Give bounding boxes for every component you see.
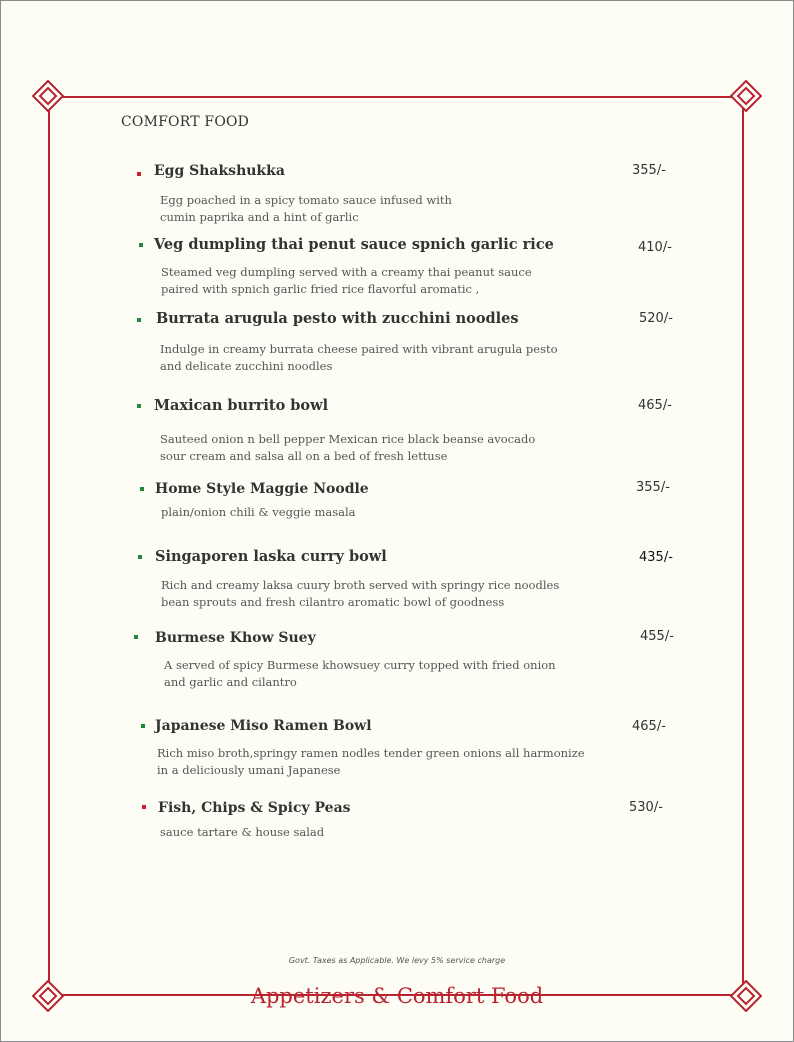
item-description: sauce tartare & house salad: [160, 825, 325, 839]
item-description: plain/onion chili & veggie masala: [161, 505, 356, 519]
item-name: Home Style Maggie Noodle: [155, 481, 369, 497]
item-price: 410/-: [638, 240, 672, 255]
item-description: Egg poached in a spicy tomato sauce infused with cumin paprika and a hint of garlic: [160, 193, 452, 224]
item-price: 455/-: [640, 629, 674, 644]
item-name: Veg dumpling thai penut sauce spnich garlic rice: [154, 236, 554, 253]
nonveg-indicator-icon: [137, 172, 141, 176]
item-name: Burrata arugula pesto with zucchini noodles: [156, 310, 519, 327]
veg-indicator-icon: [134, 635, 138, 639]
item-name: Singaporen laska curry bowl: [155, 548, 387, 565]
veg-indicator-icon: [138, 555, 142, 559]
item-price: 435/-: [639, 550, 673, 565]
veg-indicator-icon: [141, 724, 145, 728]
item-name: Maxican burrito bowl: [154, 397, 329, 414]
item-description: Rich miso broth,springy ramen nodles tender green onions all harmonize in a deliciously umani Japanese: [157, 746, 585, 777]
item-price: 355/-: [636, 480, 670, 495]
item-name: Fish, Chips & Spicy Peas: [158, 800, 351, 816]
item-price: 530/-: [629, 800, 663, 815]
item-description: Sauteed onion n bell pepper Mexican rice black beanse avocado sour cream and salsa all on a bed of fresh lettuse: [160, 432, 536, 463]
corner-ornament-top-left: [32, 80, 64, 112]
item-price: 465/-: [638, 398, 672, 413]
item-name: Burmese Khow Suey: [155, 630, 316, 646]
veg-indicator-icon: [139, 243, 143, 247]
item-price: 355/-: [632, 163, 666, 178]
menu-page-title: Appetizers & Comfort Food: [250, 984, 544, 1008]
item-description: A served of spicy Burmese khowsuey curry topped with fried onion and garlic and cilantro: [164, 658, 556, 689]
menu-frame: [48, 96, 744, 996]
tax-note: Govt. Taxes as Applicable. We levy 5% service charge: [288, 956, 506, 965]
section-title: COMFORT FOOD: [121, 114, 250, 130]
veg-indicator-icon: [140, 487, 144, 491]
item-description: Indulge in creamy burrata cheese paired with vibrant arugula pesto and delicate zucchini noodles: [160, 342, 558, 373]
item-price: 465/-: [632, 719, 666, 734]
nonveg-indicator-icon: [142, 805, 146, 809]
item-description: Rich and creamy laksa cuury broth served with springy rice noodles bean sprouts and fresh cilantro aromatic bowl of goodness: [161, 578, 560, 609]
veg-indicator-icon: [137, 318, 141, 322]
veg-indicator-icon: [137, 404, 141, 408]
item-name: Egg Shakshukka: [154, 163, 285, 179]
item-name: Japanese Miso Ramen Bowl: [155, 718, 372, 734]
item-price: 520/-: [639, 311, 673, 326]
corner-ornament-top-right: [730, 80, 762, 112]
item-description: Steamed veg dumpling served with a creamy thai peanut sauce paired with spnich garlic fried rice flavorful aromatic ,: [161, 265, 532, 296]
